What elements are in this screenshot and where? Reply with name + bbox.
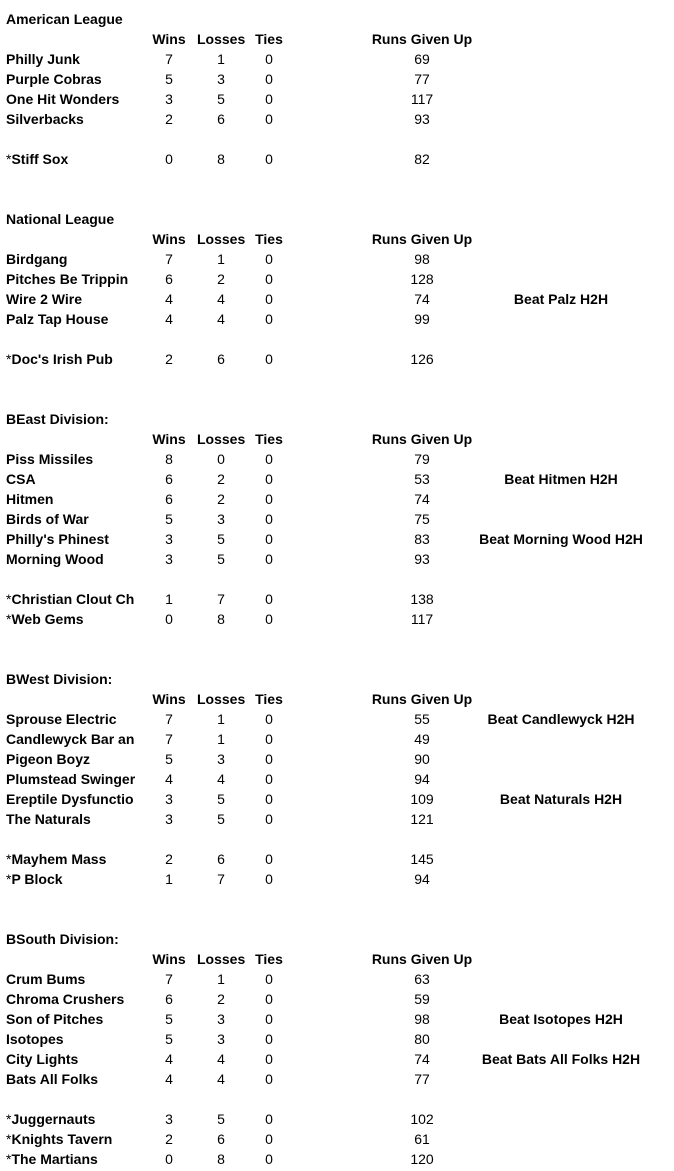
ties-value: 0	[265, 271, 273, 287]
runs-header: Runs Given Up	[371, 951, 473, 967]
ties-value: 0	[265, 771, 273, 787]
section-title: American League	[6, 11, 123, 27]
asterisk-marker: *	[6, 1131, 12, 1147]
section-title: National League	[6, 211, 115, 227]
losses-header: Losses	[197, 231, 245, 247]
losses-value: 5	[217, 551, 225, 567]
wins-value: 6	[165, 491, 173, 507]
ties-value: 0	[265, 111, 273, 127]
team-name: Piss Missiles	[6, 451, 94, 467]
team-name: The Naturals	[6, 811, 91, 827]
ties-value: 0	[265, 511, 273, 527]
ties-header: Ties	[255, 231, 283, 247]
ties-value: 0	[265, 1051, 273, 1067]
wins-value: 7	[165, 731, 173, 747]
runs-value: 120	[410, 1151, 434, 1167]
runs-value: 74	[414, 1051, 430, 1067]
starred-team-name	[6, 869, 142, 889]
wins-value: 5	[165, 71, 173, 87]
tiebreaker-note: Beat Hitmen H2H	[504, 471, 618, 487]
ties-value: 0	[265, 971, 273, 987]
ties-value: 0	[265, 851, 273, 867]
runs-value: 63	[414, 971, 430, 987]
ties-value: 0	[265, 1111, 273, 1127]
starred-team-name	[6, 589, 142, 609]
column-header-row	[0, 949, 674, 969]
ties-value: 0	[265, 591, 273, 607]
ties-value: 0	[265, 751, 273, 767]
wins-value: 6	[165, 991, 173, 1007]
ties-value: 0	[265, 731, 273, 747]
wins-value: 5	[165, 751, 173, 767]
wins-value: 2	[165, 351, 173, 367]
losses-value: 6	[217, 1131, 225, 1147]
wins-value: 4	[165, 1071, 173, 1087]
runs-header: Runs Given Up	[371, 431, 473, 447]
wins-value: 7	[165, 51, 173, 67]
ties-value: 0	[265, 991, 273, 1007]
losses-value: 3	[217, 1031, 225, 1047]
runs-value: 69	[414, 51, 430, 67]
losses-value: 2	[217, 491, 225, 507]
starred-team-name	[6, 849, 142, 869]
wins-value: 4	[165, 311, 173, 327]
losses-value: 5	[217, 811, 225, 827]
wins-header: Wins	[152, 951, 186, 967]
runs-value: 99	[414, 311, 430, 327]
team-name: Son of Pitches	[6, 1011, 104, 1027]
losses-value: 4	[217, 1051, 225, 1067]
team-name: Bats All Folks	[6, 1071, 99, 1087]
losses-value: 4	[217, 771, 225, 787]
team-name: Knights Tavern	[11, 1131, 113, 1147]
asterisk-marker: *	[6, 151, 12, 167]
team-name: Morning Wood	[6, 551, 104, 567]
team-row	[0, 769, 674, 789]
team-name: P Block	[11, 871, 63, 887]
starred-team-row	[0, 149, 674, 169]
losses-value: 6	[217, 351, 225, 367]
losses-value: 8	[217, 611, 225, 627]
runs-value: 117	[410, 611, 434, 627]
team-row	[0, 989, 674, 1009]
ties-header: Ties	[255, 691, 283, 707]
wins-value: 3	[165, 811, 173, 827]
team-name: Palz Tap House	[6, 311, 109, 327]
losses-value: 8	[217, 151, 225, 167]
asterisk-marker: *	[6, 351, 12, 367]
ties-value: 0	[265, 91, 273, 107]
wins-value: 3	[165, 531, 173, 547]
wins-header: Wins	[152, 231, 186, 247]
runs-value: 82	[414, 151, 430, 167]
team-name: Sprouse Electric	[6, 711, 117, 727]
team-name: CSA	[6, 471, 36, 487]
losses-header: Losses	[197, 31, 245, 47]
team-name: Doc's Irish Pub	[11, 351, 113, 367]
wins-header: Wins	[152, 691, 186, 707]
losses-value: 3	[217, 71, 225, 87]
team-row	[0, 269, 674, 289]
team-name: Pitches Be Trippin	[6, 271, 129, 287]
runs-value: 80	[414, 1031, 430, 1047]
team-row	[0, 309, 674, 329]
team-name: Purple Cobras	[6, 71, 102, 87]
wins-value: 5	[165, 1031, 173, 1047]
starred-team-row	[0, 589, 674, 609]
section-title-row	[0, 9, 674, 29]
losses-value: 1	[217, 731, 225, 747]
tiebreaker-note: Beat Palz H2H	[513, 291, 609, 307]
losses-value: 5	[217, 1111, 225, 1127]
team-row	[0, 809, 674, 829]
team-row	[0, 529, 674, 549]
starred-team-row	[0, 869, 674, 889]
wins-value: 2	[165, 1131, 173, 1147]
wins-value: 7	[165, 251, 173, 267]
ties-value: 0	[265, 791, 273, 807]
losses-value: 3	[217, 511, 225, 527]
team-name: Silverbacks	[6, 111, 84, 127]
starred-team-row	[0, 1149, 674, 1169]
team-name: Plumstead Swinger	[6, 771, 136, 787]
losses-value: 4	[217, 1071, 225, 1087]
column-header-row	[0, 229, 674, 249]
starred-team-name	[6, 609, 142, 629]
losses-value: 5	[217, 531, 225, 547]
ties-value: 0	[265, 531, 273, 547]
team-name: Birds of War	[6, 511, 89, 527]
team-row	[0, 1069, 674, 1089]
losses-value: 1	[217, 251, 225, 267]
ties-header: Ties	[255, 431, 283, 447]
ties-value: 0	[265, 811, 273, 827]
runs-value: 83	[414, 531, 430, 547]
wins-value: 6	[165, 471, 173, 487]
starred-team-name	[6, 1149, 142, 1169]
runs-value: 77	[414, 71, 430, 87]
team-row	[0, 709, 674, 729]
runs-value: 102	[410, 1111, 434, 1127]
section-title-row	[0, 209, 674, 229]
starred-team-row	[0, 1109, 674, 1129]
ties-value: 0	[265, 871, 273, 887]
team-row	[0, 289, 674, 309]
losses-header: Losses	[197, 431, 245, 447]
losses-header: Losses	[197, 691, 245, 707]
team-row	[0, 109, 674, 129]
tiebreaker-note: Beat Bats All Folks H2H	[481, 1051, 641, 1067]
wins-value: 0	[165, 611, 173, 627]
team-name: Hitmen	[6, 491, 54, 507]
team-name: City Lights	[6, 1051, 79, 1067]
ties-value: 0	[265, 611, 273, 627]
wins-value: 3	[165, 791, 173, 807]
wins-value: 5	[165, 511, 173, 527]
section-title-row	[0, 669, 674, 689]
ties-value: 0	[265, 151, 273, 167]
ties-value: 0	[265, 1131, 273, 1147]
runs-value: 77	[414, 1071, 430, 1087]
team-row	[0, 789, 674, 809]
runs-value: 98	[414, 251, 430, 267]
wins-value: 5	[165, 1011, 173, 1027]
runs-value: 49	[414, 731, 430, 747]
losses-value: 1	[217, 971, 225, 987]
starred-team-row	[0, 609, 674, 629]
team-name: Philly's Phinest	[6, 531, 109, 547]
section-title-row	[0, 929, 674, 949]
runs-value: 93	[414, 111, 430, 127]
wins-value: 6	[165, 271, 173, 287]
column-header-row	[0, 689, 674, 709]
runs-value: 94	[414, 771, 430, 787]
losses-value: 5	[217, 91, 225, 107]
ties-value: 0	[265, 491, 273, 507]
losses-value: 3	[217, 1011, 225, 1027]
team-row	[0, 729, 674, 749]
runs-value: 59	[414, 991, 430, 1007]
team-name: Philly Junk	[6, 51, 80, 67]
team-name: Wire 2 Wire	[6, 291, 82, 307]
team-name: Ereptile Dysfunctio	[6, 791, 134, 807]
starred-team-name	[6, 349, 142, 369]
team-name: Christian Clout Ch	[11, 591, 135, 607]
runs-value: 74	[414, 491, 430, 507]
runs-value: 55	[414, 711, 430, 727]
ties-value: 0	[265, 291, 273, 307]
wins-value: 7	[165, 971, 173, 987]
team-name: Juggernauts	[11, 1111, 96, 1127]
losses-header: Losses	[197, 951, 245, 967]
runs-value: 121	[410, 811, 434, 827]
team-row	[0, 549, 674, 569]
runs-value: 109	[410, 791, 434, 807]
ties-value: 0	[265, 251, 273, 267]
runs-value: 61	[414, 1131, 430, 1147]
team-row	[0, 69, 674, 89]
losses-value: 2	[217, 471, 225, 487]
team-row	[0, 749, 674, 769]
runs-value: 93	[414, 551, 430, 567]
ties-value: 0	[265, 351, 273, 367]
runs-header: Runs Given Up	[371, 691, 473, 707]
wins-value: 4	[165, 291, 173, 307]
team-row	[0, 1009, 674, 1029]
runs-value: 75	[414, 511, 430, 527]
runs-value: 94	[414, 871, 430, 887]
losses-value: 2	[217, 991, 225, 1007]
team-row	[0, 1029, 674, 1049]
tiebreaker-note: Beat Naturals H2H	[499, 791, 623, 807]
ties-value: 0	[265, 1071, 273, 1087]
ties-value: 0	[265, 1151, 273, 1167]
starred-team-name	[6, 1129, 142, 1149]
team-name: Isotopes	[6, 1031, 64, 1047]
wins-value: 3	[165, 1111, 173, 1127]
team-row	[0, 449, 674, 469]
ties-value: 0	[265, 71, 273, 87]
ties-value: 0	[265, 311, 273, 327]
runs-header: Runs Given Up	[371, 31, 473, 47]
runs-value: 126	[410, 351, 434, 367]
team-row	[0, 249, 674, 269]
starred-team-name	[6, 1109, 142, 1129]
wins-value: 0	[165, 151, 173, 167]
starred-team-row	[0, 849, 674, 869]
team-row	[0, 1049, 674, 1069]
column-header-row	[0, 29, 674, 49]
losses-value: 2	[217, 271, 225, 287]
section-title-row	[0, 409, 674, 429]
team-name: One Hit Wonders	[6, 91, 120, 107]
runs-value: 79	[414, 451, 430, 467]
team-row	[0, 969, 674, 989]
team-name: Web Gems	[11, 611, 84, 627]
team-row	[0, 489, 674, 509]
runs-value: 90	[414, 751, 430, 767]
team-name: Birdgang	[6, 251, 68, 267]
team-name: Pigeon Boyz	[6, 751, 91, 767]
losses-value: 1	[217, 51, 225, 67]
section-title: BSouth Division:	[6, 931, 119, 947]
losses-value: 5	[217, 791, 225, 807]
wins-value: 3	[165, 91, 173, 107]
runs-header: Runs Given Up	[371, 231, 473, 247]
ties-value: 0	[265, 1011, 273, 1027]
runs-value: 145	[410, 851, 434, 867]
runs-value: 53	[414, 471, 430, 487]
team-name: Stiff Sox	[11, 151, 69, 167]
ties-value: 0	[265, 551, 273, 567]
losses-value: 1	[217, 711, 225, 727]
wins-value: 1	[165, 871, 173, 887]
ties-value: 0	[265, 451, 273, 467]
losses-value: 3	[217, 751, 225, 767]
runs-value: 117	[410, 91, 434, 107]
wins-header: Wins	[152, 31, 186, 47]
asterisk-marker: *	[6, 1111, 12, 1127]
losses-value: 0	[217, 451, 225, 467]
losses-value: 6	[217, 111, 225, 127]
wins-value: 3	[165, 551, 173, 567]
wins-value: 8	[165, 451, 173, 467]
losses-value: 6	[217, 851, 225, 867]
losses-value: 4	[217, 311, 225, 327]
runs-value: 128	[410, 271, 434, 287]
team-name: Candlewyck Bar an	[6, 731, 135, 747]
ties-value: 0	[265, 711, 273, 727]
wins-value: 1	[165, 591, 173, 607]
wins-value: 2	[165, 851, 173, 867]
asterisk-marker: *	[6, 1151, 12, 1167]
asterisk-marker: *	[6, 591, 12, 607]
tiebreaker-note: Beat Candlewyck H2H	[487, 711, 635, 727]
section-title: BEast Division:	[6, 411, 109, 427]
ties-value: 0	[265, 51, 273, 67]
team-name: Chroma Crushers	[6, 991, 125, 1007]
wins-value: 4	[165, 771, 173, 787]
section-title: BWest Division:	[6, 671, 113, 687]
ties-header: Ties	[255, 951, 283, 967]
team-row	[0, 89, 674, 109]
ties-value: 0	[265, 471, 273, 487]
column-header-row	[0, 429, 674, 449]
wins-value: 0	[165, 1151, 173, 1167]
wins-header: Wins	[152, 431, 186, 447]
starred-team-name	[6, 149, 142, 169]
runs-value: 138	[410, 591, 434, 607]
runs-value: 74	[414, 291, 430, 307]
asterisk-marker: *	[6, 871, 12, 887]
runs-value: 98	[414, 1011, 430, 1027]
asterisk-marker: *	[6, 611, 12, 627]
wins-value: 7	[165, 711, 173, 727]
wins-value: 4	[165, 1051, 173, 1067]
ties-header: Ties	[255, 31, 283, 47]
losses-value: 8	[217, 1151, 225, 1167]
team-name: The Martians	[11, 1151, 98, 1167]
starred-team-row	[0, 349, 674, 369]
ties-value: 0	[265, 1031, 273, 1047]
starred-team-row	[0, 1129, 674, 1149]
team-row	[0, 509, 674, 529]
losses-value: 7	[217, 871, 225, 887]
team-row	[0, 469, 674, 489]
team-name: Crum Bums	[6, 971, 86, 987]
team-name: Mayhem Mass	[11, 851, 107, 867]
tiebreaker-note: Beat Isotopes H2H	[499, 1011, 623, 1027]
losses-value: 4	[217, 291, 225, 307]
tiebreaker-note: Beat Morning Wood H2H	[479, 531, 643, 547]
losses-value: 7	[217, 591, 225, 607]
wins-value: 2	[165, 111, 173, 127]
team-row	[0, 49, 674, 69]
asterisk-marker: *	[6, 851, 12, 867]
